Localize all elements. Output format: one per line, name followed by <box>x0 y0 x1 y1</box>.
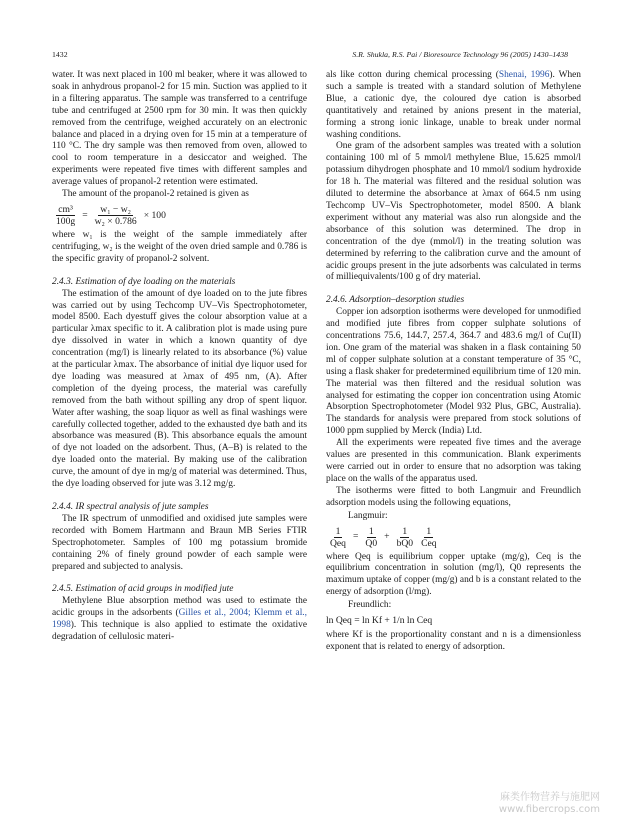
fraction: $\frac{1}{\text{Qeq}}$ <box>330 525 346 549</box>
fraction: $\frac{1}{bQ0}$ <box>396 525 414 549</box>
watermark: 麻类作物营养与施肥网 www.fibercrops.com <box>498 792 600 815</box>
section-heading: 2.4.6. Adsorption–desorption studies <box>326 295 465 306</box>
fraction: $\frac{1}{Q0}$ <box>365 525 378 549</box>
citation-link[interactable]: Gilles et al., 2004; Klemm et al., 1998 <box>52 608 307 631</box>
page-number: 1432 <box>52 50 68 59</box>
paragraph: One gram of the adsorbent samples was treated with a solution containing 100 ml of 5 mmol/l methylene Blue, 15.625 mmol/l potassium dihydrogen phosphate and 10 mmol/l sodium hydroxide for 18 h. The material was filtered and the residual solution was diluted to determine the absorbance at λmax of 664.5 nm using Techcomp UV–Vis Spectrophotometer, model 8500. A blank experiment without any material was also run alongside and the absorbance of this solution was determined. The drop in concentration of the dye (mmol/l) in the treating solution was determined by referring to the calibration curve and the amount of acidic groups present in the jute adsorbents was calculated in terms of milliequivalents/100 g of dry material. <box>326 141 581 283</box>
paragraph: water. It was next placed in 100 ml beaker, where it was allowed to soak in anhydrous propanol-2 for 15 min. Suction was applied to it in a filtering apparatus. The sample was transferred to a centrifuge tube and centrifuged at 2500 rpm for 30 min. It was then quickly removed from the centrifuge, weighed accurately on an electronic balance and placed in a drying oven for 15 min at a temperature of 110 °C. The dry sample was then removed from oven, allowed to cool to room temperature in a desiccator and weighed. The experiments were repeated five times with different samples and average values of propanol-2 retention were estimated. <box>52 70 307 188</box>
paragraph: where w₁ is the weight of the sample immediately after centrifuging, w₂ is the weight of the oven dried sample and 0.786 is the specific gravity of propanol-2 solvent. <box>52 229 307 264</box>
freundlich-equation: ln Qeq = ln Kf + 1/n ln Ceq <box>326 615 433 627</box>
equation-label: Freundlich: <box>348 600 392 611</box>
paragraph: All the experiments were repeated five times and the average values are presented in this communication. Blank experiments were carried out in order to ensure that no adsorption was taking place on the walls of the apparatus used. <box>326 438 581 484</box>
fraction: $\frac{\text{cm³}}{100g}$ <box>56 203 76 227</box>
paragraph: The estimation of the amount of dye loaded on to the jute fibres was carried out by using Techcomp UV–Vis Spectrophotometer, model 8500. Each dyestuff gives the colour absorption value at a particular λmax specific to it. A calibration plot is made using pure dye dissolved in water in which a known quantity of dye concentration (mg/l) is linearly related to its absorbance (%) value at the particular λmax. The absorbance of initial dye liquor used for dye loading was measured at λmax of 495 nm, (A). After completion of the dyeing process, the material was carefully removed from the bath without spilling any drop of spent liquor. Water after washing, the soap liquor as well as final washings were carefully collected together, added to the exhausted dye bath and its absorbance was measured (B). This absorbance equals the amount of dye not loaded on the adsorbent. Thus, (A–B) is related to the dye loaded onto the material. By making use of the calibration curve, the amount of dye in mg/g of material was determined. Thus, the dye loading observed for jute was 3.12 mg/g. <box>52 288 307 490</box>
fraction: $\frac{\text{w₁ − w₂}}{\text{w₂ × 0.786}}$ <box>94 203 137 227</box>
running-title: S.R. Shukla, R.S. Pai / Bioresource Technology 96 (2005) 1430–1438 <box>352 50 568 59</box>
section-heading: 2.4.4. IR spectral analysis of jute samples <box>52 502 209 512</box>
paragraph: where Kf is the proportionality constant and n is a dimensionless exponent that is related to energy of adsorption. <box>326 629 581 652</box>
right-column <box>326 70 581 654</box>
left-column <box>52 70 307 644</box>
paragraph: als like cotton during chemical processing (Shenai, 1996). When such a sample is treated with a standard solution of Methylene Blue, a cationic dye, the coloured dye cation is absorbed quantitatively and retained by anions present in the material, forming a strong ionic linkage, unable to break under normal washing conditions. <box>326 70 581 140</box>
paragraph: The IR spectrum of unmodified and oxidised jute samples were recorded with Bomem Hartmann and Braun MB Series FTIR Spectrophotometer. Samples of 100 mg potassium bromide containing 2% of finely ground powder of each sample were prepared and subjected to analysis. <box>52 513 307 572</box>
langmuir-equation: $\frac{1}{\text{Qeq}}$ = $\frac{1}{Q0}$ + $\frac{1}{bQ0}$ $\frac{1}{\text{Ceq}}$ <box>330 525 437 549</box>
paragraph: where Qeq is equilibrium copper uptake (mg/g), Ceq is the equilibrium concentration in solution (mg/l), Q0 represents the maximum uptake of copper (mg/g) and b is a constant related to the energy of adsorption (l/mg). <box>326 551 581 598</box>
equation-label: Langmuir: <box>348 510 388 521</box>
propanol-equation: $\frac{\text{cm³}}{100g}$ = $\frac{\text{w₁ − w₂}}{\text{w₂ × 0.786}}$ × 100 <box>56 203 166 227</box>
paragraph: Methylene Blue absorption method was used to estimate the acidic groups in the adsorbents (Gilles et al., 2004; Klemm et al., 1998). This technique is also applied to estimate the oxidative degradation of cellulosic materi- <box>52 596 307 643</box>
section-heading: 2.4.3. Estimation of dye loading on the materials <box>52 276 236 287</box>
fraction: $\frac{1}{\text{Ceq}}$ <box>421 525 437 549</box>
section-heading: 2.4.5. Estimation of acid groups in modified jute <box>52 584 234 595</box>
paragraph: The isotherms were fitted to both Langmuir and Freundlich adsorption models using the following equations, <box>326 485 581 508</box>
citation-link[interactable]: Shenai, 1996 <box>498 70 550 80</box>
paragraph: Copper ion adsorption isotherms were developed for unmodified and modified jute fibres from copper sulphate solutions of concentrations 75.6, 144.7, 257.4, 364.7 and 483.6 mg/l of Cu(II) ion. One gram of the material was shaken in a flask containing 50 ml of copper sulphate solution at a constant temperature of 35 °C, using a flask shaker for predetermined equilibrium time of 120 min. The material was then filtered and the residual solution was analysed for estimating the copper ion concentration using Atomic Absorption Spectrophotometer (Model 932 Plus, GBC, Australia). The standards for analysis were prepared from stock solutions of 1000 ppm supplied by Merck (India) Ltd. <box>326 307 581 437</box>
paragraph: The amount of the propanol-2 retained is given as <box>62 189 249 200</box>
